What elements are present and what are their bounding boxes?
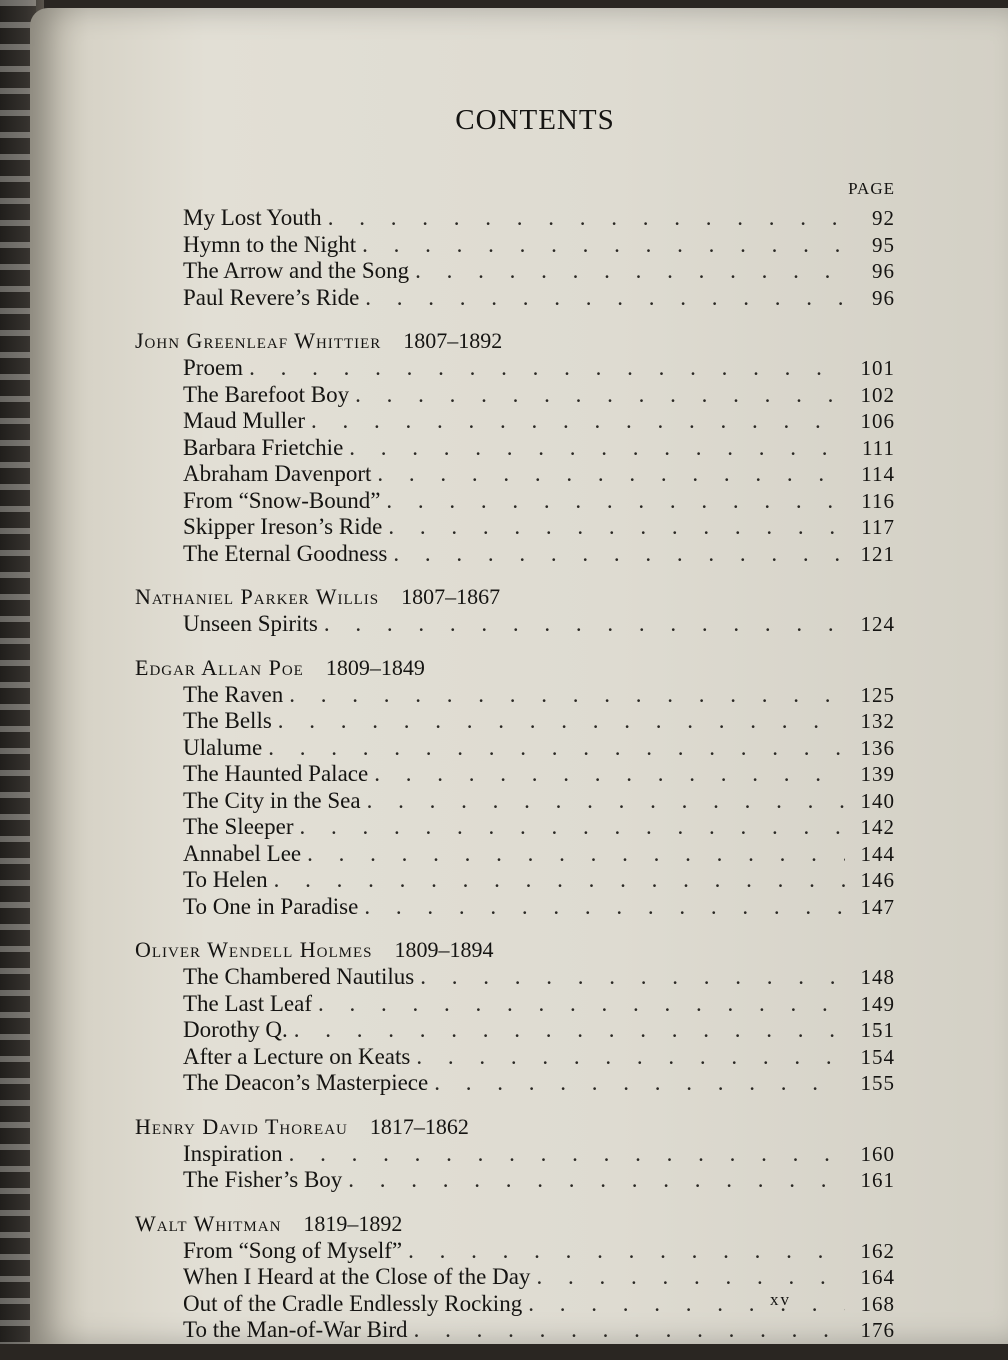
dot-leader — [324, 611, 845, 637]
entry-title: The Chambered Nautilus — [183, 964, 415, 989]
dot-leader — [299, 814, 845, 840]
entry-page-number: 147 — [860, 894, 895, 919]
toc-entry — [135, 285, 895, 312]
dot-leader — [289, 1141, 845, 1167]
entry-title: Skipper Ireson’s Ride — [183, 514, 383, 539]
toc-entry — [135, 541, 895, 568]
author-dates: 1819–1892 — [303, 1210, 403, 1236]
entry-page-number: 140 — [860, 788, 895, 813]
entry-page-number: 117 — [861, 515, 895, 539]
toc-entry — [135, 1238, 895, 1265]
entry-title: When I Heard at the Close of the Day — [183, 1264, 531, 1289]
dot-leader — [294, 1017, 845, 1043]
entry-title: To One in Paradise — [183, 893, 359, 919]
author-heading — [135, 1210, 895, 1238]
dot-leader — [434, 1070, 845, 1096]
entry-title: The Raven — [183, 681, 284, 707]
toc-entry — [135, 761, 895, 788]
dot-leader — [393, 541, 845, 567]
toc-entry — [135, 435, 895, 462]
entry-title: From “Snow-Bound” — [183, 487, 381, 513]
entry-title: The Arrow and the Song — [183, 258, 410, 283]
dot-leader — [311, 408, 845, 434]
author-heading — [135, 654, 895, 682]
entry-title: Hymn to the Night — [183, 231, 357, 257]
dot-leader — [365, 285, 845, 311]
entry-title: To Helen — [183, 867, 268, 892]
dot-leader — [367, 788, 845, 814]
author-heading — [135, 1113, 895, 1141]
entry-title: Dorothy Q. — [183, 1017, 288, 1042]
entry-page-number: 95 — [872, 232, 895, 257]
entry-title: The Bells — [183, 708, 272, 733]
toc-entry — [135, 1141, 895, 1168]
dot-leader — [415, 258, 845, 284]
entry-page-number: 162 — [860, 1238, 895, 1263]
entry-title: Inspiration — [183, 1140, 283, 1166]
entry-page-number: 106 — [860, 409, 895, 433]
author-dates: 1807–1867 — [401, 584, 501, 609]
entry-title: The Deacon’s Masterpiece — [183, 1070, 429, 1095]
toc-entry — [135, 205, 895, 232]
dot-leader — [349, 435, 845, 461]
toc-section — [135, 205, 895, 311]
entry-page-number: 111 — [862, 435, 895, 460]
entry-page-number: 164 — [860, 1265, 895, 1289]
entry-page-number: 149 — [860, 991, 895, 1016]
toc-entry — [135, 964, 895, 991]
dot-leader — [388, 514, 845, 540]
toc-entry — [135, 1167, 895, 1194]
toc-entry — [135, 788, 895, 815]
entry-page-number: 132 — [860, 709, 895, 733]
entry-page-number: 92 — [872, 206, 895, 230]
entry-page-number: 116 — [861, 488, 895, 513]
entry-page-number: 136 — [860, 735, 895, 760]
toc-entry — [135, 488, 895, 515]
dot-leader — [386, 488, 845, 514]
entry-title: Unseen Spirits — [183, 611, 318, 636]
entry-page-number: 96 — [872, 285, 895, 310]
toc-entry — [135, 1044, 895, 1071]
toc-sections — [135, 205, 895, 1344]
dot-leader — [362, 232, 845, 258]
author-name: Walt Whitman — [135, 1210, 282, 1236]
entry-title: Proem — [183, 355, 244, 380]
entry-title: Abraham Davenport — [183, 461, 372, 486]
page-title: CONTENTS — [455, 104, 615, 136]
dot-leader — [408, 1238, 845, 1264]
dot-leader — [318, 991, 845, 1017]
entry-title: From “Song of Myself” — [183, 1237, 403, 1263]
dot-leader — [328, 205, 845, 231]
entry-title: Maud Muller — [183, 408, 306, 433]
entry-title: The Last Leaf — [183, 990, 312, 1016]
entry-page-number: 155 — [860, 1071, 895, 1095]
entry-page-number: 139 — [860, 762, 895, 786]
entry-page-number: 102 — [860, 382, 895, 407]
page-folio: xv — [770, 1290, 791, 1309]
author-dates: 1809–1849 — [325, 654, 425, 680]
author-heading — [135, 936, 895, 964]
entry-title: Paul Revere’s Ride — [183, 284, 360, 310]
dot-leader — [307, 841, 845, 867]
dot-leader — [355, 382, 845, 408]
dot-leader — [249, 355, 845, 381]
author-heading — [135, 583, 895, 611]
entry-page-number: 142 — [860, 815, 895, 839]
entry-title: Out of the Cradle Endlessly Rocking — [183, 1290, 523, 1316]
toc-entry — [135, 841, 895, 868]
toc-entry — [135, 232, 895, 259]
toc-entry — [135, 814, 895, 841]
dot-leader — [420, 964, 845, 990]
entry-page-number: 160 — [860, 1141, 895, 1166]
entry-title: Annabel Lee — [183, 840, 302, 866]
entry-page-number: 96 — [872, 259, 895, 283]
toc-entry — [135, 611, 895, 638]
author-dates: 1817–1862 — [369, 1113, 469, 1139]
dot-leader — [364, 894, 845, 920]
page-column-heading: PAGE — [848, 179, 895, 198]
entry-title: The Eternal Goodness — [183, 540, 388, 566]
entry-page-number: 144 — [860, 841, 895, 866]
toc-section — [135, 936, 895, 1097]
author-name: Oliver Wendell Holmes — [135, 937, 373, 962]
dot-leader — [414, 1317, 845, 1343]
entry-title: The City in the Sea — [183, 787, 361, 813]
entry-title: The Sleeper — [183, 814, 294, 839]
toc-section — [135, 654, 895, 921]
dot-leader — [528, 1291, 845, 1317]
dot-leader — [274, 867, 845, 893]
entry-title: The Fisher’s Boy — [183, 1167, 343, 1192]
author-name: John Greenleaf Whittier — [135, 328, 382, 353]
book-page — [30, 8, 1008, 1344]
toc-entry — [135, 408, 895, 435]
toc-entry — [135, 991, 895, 1018]
entry-page-number: 101 — [860, 356, 895, 380]
dot-leader — [536, 1264, 845, 1290]
dot-leader — [374, 761, 845, 787]
entry-title: The Haunted Palace — [183, 761, 369, 786]
author-dates: 1807–1892 — [403, 328, 503, 353]
author-name: Edgar Allan Poe — [135, 654, 304, 680]
entry-title: To the Man-of-War Bird — [183, 1317, 408, 1342]
toc-section — [135, 1210, 895, 1344]
entry-page-number: 124 — [860, 612, 895, 636]
author-heading — [135, 327, 895, 355]
entry-title: After a Lecture on Keats — [183, 1043, 411, 1069]
toc-section — [135, 583, 895, 638]
entry-page-number: 146 — [860, 868, 895, 892]
entry-page-number: 151 — [860, 1018, 895, 1042]
toc-section — [135, 327, 895, 567]
entry-page-number: 125 — [860, 682, 895, 707]
entry-page-number: 114 — [861, 462, 895, 486]
entry-title: The Barefoot Boy — [183, 381, 350, 407]
dot-leader — [289, 682, 845, 708]
contents-list — [135, 104, 895, 1360]
dot-leader — [278, 708, 845, 734]
toc-entry — [135, 1017, 895, 1044]
toc-entry — [135, 355, 895, 382]
toc-entry — [135, 1264, 895, 1291]
toc-entry — [135, 867, 895, 894]
dot-leader — [268, 735, 845, 761]
entry-page-number: 121 — [860, 541, 895, 566]
toc-entry — [135, 1070, 895, 1097]
author-dates: 1809–1894 — [394, 937, 494, 962]
toc-section — [135, 1113, 895, 1194]
toc-entry — [135, 1317, 895, 1344]
toc-entry — [135, 894, 895, 921]
toc-entry — [135, 461, 895, 488]
dot-leader — [416, 1044, 845, 1070]
toc-entry — [135, 514, 895, 541]
author-name: Henry David Thoreau — [135, 1113, 348, 1139]
entry-page-number: 161 — [860, 1168, 895, 1192]
entry-page-number: 154 — [860, 1044, 895, 1069]
entry-page-number: 176 — [860, 1318, 895, 1342]
dot-leader — [377, 461, 845, 487]
toc-entry — [135, 735, 895, 762]
dot-leader — [348, 1167, 845, 1193]
toc-entry — [135, 382, 895, 409]
entry-page-number: 148 — [860, 965, 895, 989]
entry-title: Barbara Frietchie — [183, 434, 344, 460]
toc-entry — [135, 258, 895, 285]
author-name: Nathaniel Parker Willis — [135, 584, 380, 609]
entry-title: My Lost Youth — [183, 205, 322, 230]
entry-page-number: 168 — [860, 1291, 895, 1316]
entry-title: Ulalume — [183, 734, 263, 760]
toc-entry — [135, 682, 895, 709]
toc-entry — [135, 708, 895, 735]
